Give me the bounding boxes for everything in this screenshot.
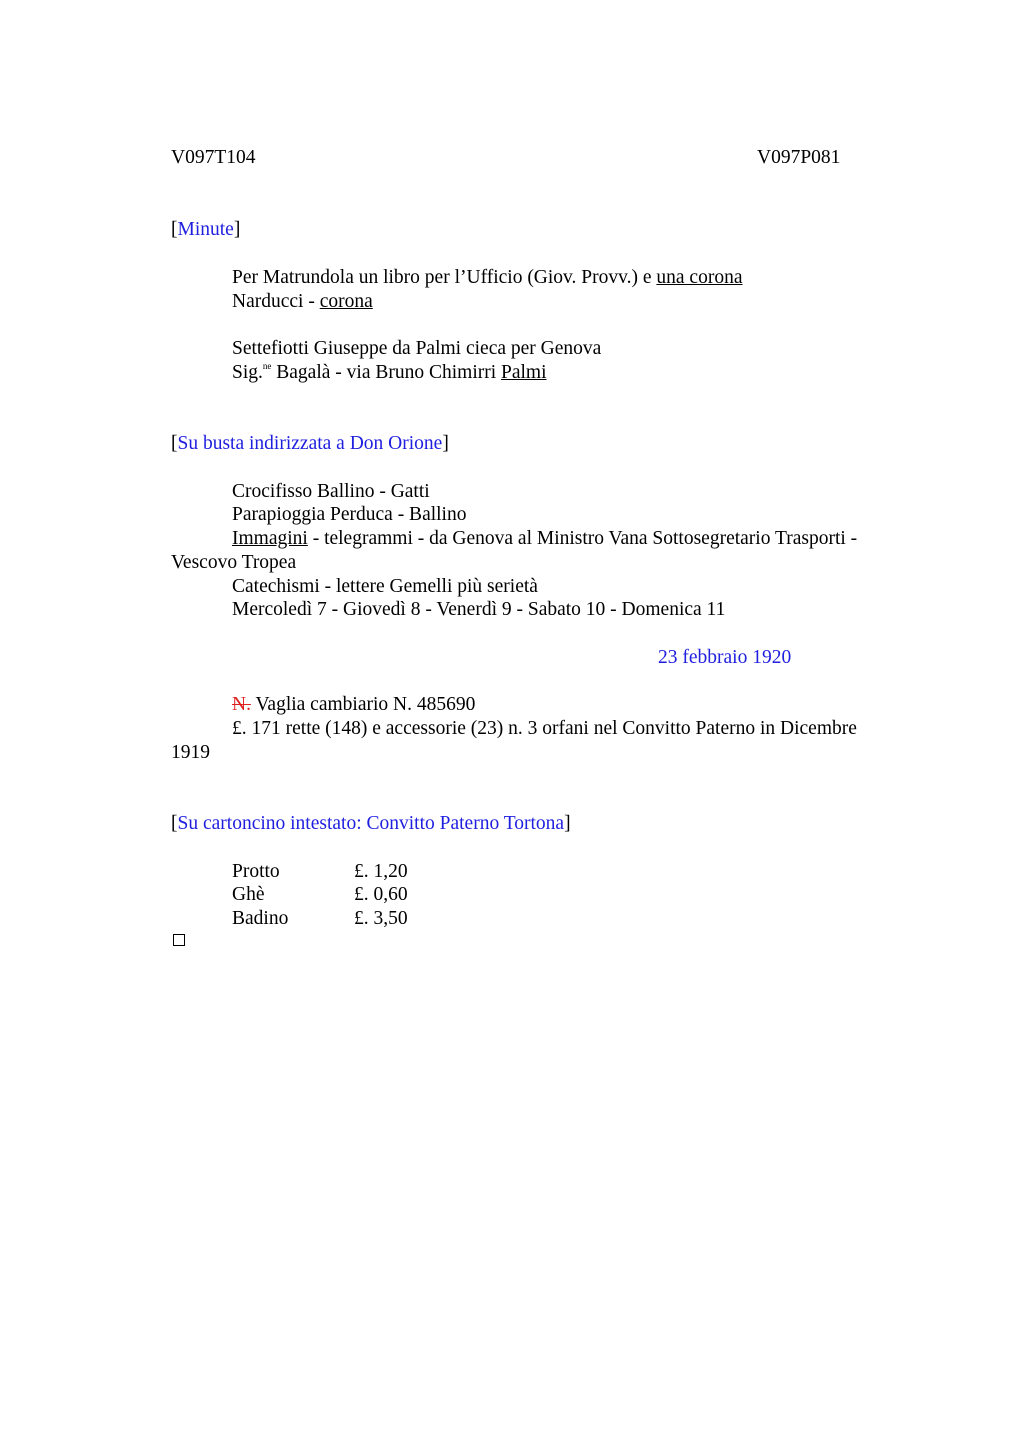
text-line: Sig.$^{ne}$ Bagalà - via Bruno Chimirri Palmi bbox=[232, 361, 547, 383]
text-line: Narducci - corona bbox=[232, 291, 373, 312]
text-line: Catechismi - lettere Gemelli più serietà bbox=[232, 576, 538, 597]
row-name: Badino bbox=[232, 908, 289, 929]
section-heading-busta: [Su busta indirizzata a Don Orione] bbox=[171, 433, 449, 454]
table-row bbox=[232, 883, 265, 907]
end-marker-square-icon bbox=[173, 934, 185, 946]
text-line: Crocifisso Ballino - Gatti bbox=[232, 481, 430, 502]
text-line: Settefiotti Giuseppe da Palmi cieca per Genova bbox=[232, 338, 602, 359]
text-line: Parapioggia Perduca - Ballino bbox=[232, 504, 467, 525]
underlined-text: Immagini bbox=[232, 528, 308, 549]
row-amount: £. 0,60 bbox=[354, 884, 408, 905]
row-amount: £. 1,20 bbox=[354, 861, 408, 882]
row-name: Ghè bbox=[232, 884, 265, 905]
underlined-text: Palmi bbox=[501, 362, 547, 383]
section-heading-text: Minute bbox=[177, 219, 234, 240]
table-row bbox=[232, 907, 288, 931]
section-heading-minute: [Minute] bbox=[171, 219, 241, 240]
text-line: N. Vaglia cambiario N. 485690 bbox=[232, 694, 476, 715]
date-annotation: 23 febbraio 1920 bbox=[658, 647, 792, 668]
text-line: Mercoledì 7 - Giovedì 8 - Venerdì 9 - Sabato 10 - Domenica 11 bbox=[232, 599, 726, 620]
row-name: Protto bbox=[232, 861, 280, 882]
text-line: £. 171 rette (148) e accessorie (23) n. 3 orfani nel Convitto Paterno in Dicembre bbox=[232, 718, 857, 739]
underlined-text: corona bbox=[319, 291, 373, 312]
text-line: Per Matrundola un libro per l’Ufficio (Giov. Provv.) e una corona bbox=[232, 267, 743, 288]
left-code: V097T104 bbox=[171, 147, 256, 168]
section-heading-text: Su busta indirizzata a Don Orione bbox=[177, 433, 443, 454]
section-heading-text: Su cartoncino intestato: Convitto Paterno Tortona bbox=[177, 813, 565, 834]
underlined-text: una corona bbox=[656, 267, 743, 288]
text-line-continuation: Vescovo Tropea bbox=[171, 552, 297, 573]
text-line-continuation: 1919 bbox=[171, 742, 210, 763]
table-row bbox=[232, 860, 280, 884]
right-code: V097P081 bbox=[757, 147, 841, 168]
row-amount: £. 3,50 bbox=[354, 908, 408, 929]
section-heading-cartoncino: [Su cartoncino intestato: Convitto Paterno Tortona] bbox=[171, 813, 571, 834]
struck-text: N. bbox=[232, 694, 251, 715]
text-line: Immagini - telegrammi - da Genova al Ministro Vana Sottosegretario Trasporti - bbox=[232, 528, 858, 549]
